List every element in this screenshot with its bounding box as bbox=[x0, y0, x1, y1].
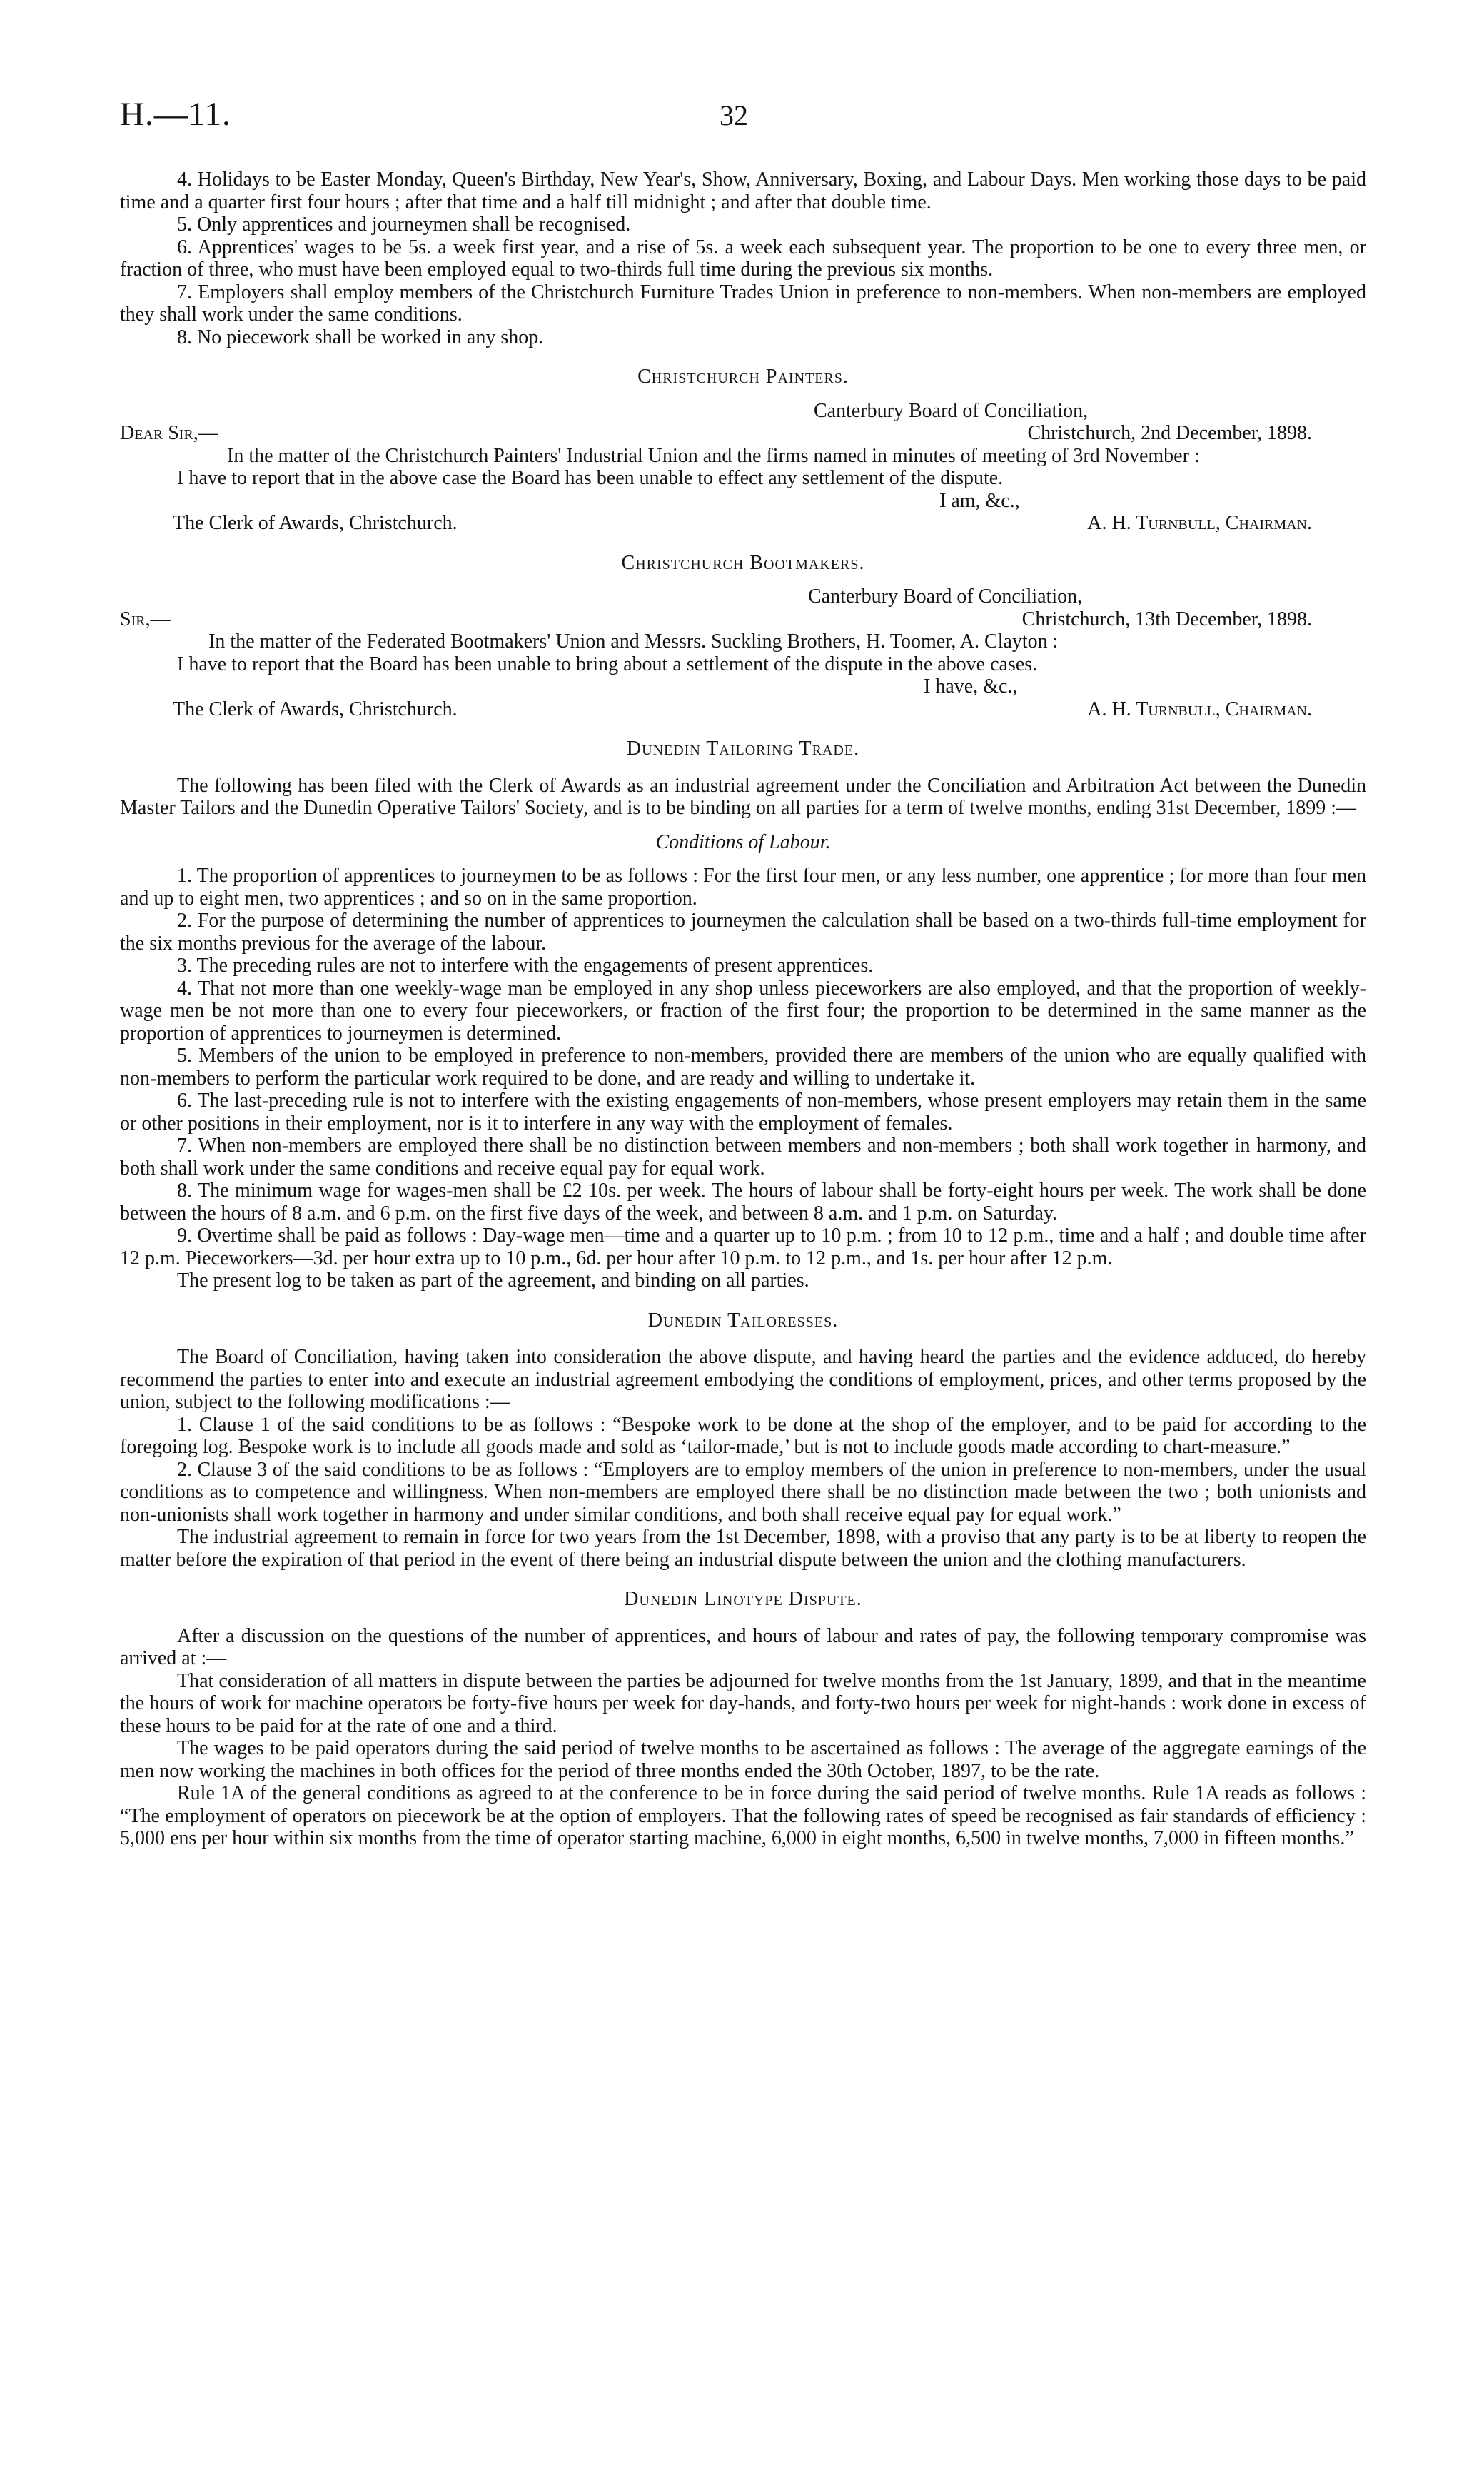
paragraph: The Board of Conciliation, having taken into consideration the above dispute, and having heard the parties and the evidence adduced, do hereby recommend the parties to enter into and execute an industrial agreement embodying the conditions of employment, prices, and other terms proposed by the union, subject to the following modifications :— bbox=[120, 1346, 1366, 1413]
matter-text: In the matter of the Christchurch Painters' Industrial Union and the firms named in minutes of meeting of 3rd November : bbox=[227, 444, 1200, 467]
paragraph: After a discussion on the questions of the number of apprentices, and hours of labour and rates of pay, the following temporary compromise was arrived at :— bbox=[120, 1624, 1366, 1669]
matter-text: In the matter of the Federated Bootmakers' Union and Messrs. Suckling Brothers, H. Toomer, A. Clayton : bbox=[208, 630, 1059, 653]
salutation: Sir,— bbox=[120, 608, 171, 630]
signature-line bbox=[120, 512, 1366, 535]
furniture-rule: 4. Holidays to be Easter Monday, Queen's Birthday, New Year's, Show, Anniversary, Boxing, and Labour Days. Men working those days to be paid time and a quarter first four hours ; after that time and a half till midnight ; and after that double time. bbox=[120, 169, 1366, 213]
paragraph: 1. Clause 1 of the said conditions to be as follows : “Bespoke work to be done at the shop of the employer, and to be paid for according to the foregoing log. Bespoke work is to include all goods made and sold as ‘tailor-made,’ but is not to include goods made according to chart-measure.” bbox=[120, 1413, 1366, 1458]
intro-paragraph: The following has been filed with the Clerk of Awards as an industrial agreement under the Conciliation and Arbitration Act between the Dunedin Master Tailors and the Dunedin Operative Tailors' Society, and is to be binding on all parties for a term of twelve months, ending 31st December, 1899 :— bbox=[120, 774, 1366, 819]
subheading: Conditions of Labour. bbox=[655, 830, 831, 853]
closing: I am, &c., bbox=[939, 489, 1020, 512]
salutation-line bbox=[120, 422, 1366, 445]
place-date: Christchurch, 2nd December, 1898. bbox=[1027, 422, 1312, 444]
condition-item: 1. The proportion of apprentices to journeymen to be as follows : For the first four men, or any less number, one apprentice ; for more than four men and up to eight men, two apprentices ; and so on in the same proportion. bbox=[120, 865, 1366, 910]
paragraph: That consideration of all matters in dispute between the parties be adjourned for twelve months from the 1st January, 1899, and that in the meantime the hours of work for machine operators be forty-five hours per week for day-hands, and forty-two hours per week for night-hands : work done in excess of these hours to be paid for at the rate of one and a third. bbox=[120, 1669, 1366, 1737]
signatory: A. H. Turnbull, Chairman. bbox=[1087, 512, 1312, 534]
condition-item: 8. The minimum wage for wages-men shall be £2 10s. per week. The hours of labour shall be forty-eight hours per week. The work shall be done between the hours of 8 a.m. and 6 p.m. on the first five days of the week, and between 8 a.m. and 1 p.m. on Saturday. bbox=[120, 1180, 1366, 1225]
tailoresses-section bbox=[120, 1309, 1366, 1572]
condition-item: 9. Overtime shall be paid as follows : Day-wage men—time and a quarter up to 10 p.m. ; from 10 to 12 p.m., time and a half ; and double time after 12 p.m. Pieceworkers—3d. per hour extra up to 10 p.m., 6d. per hour after 10 p.m. to 12 p.m., and 1s. per hour after 12 p.m. bbox=[120, 1225, 1366, 1269]
paragraph: The industrial agreement to remain in force for two years from the 1st December, 1898, with a proviso that any party is to be at liberty to reopen the matter before the expiration of that period in the event of there being an industrial dispute between the union and the clothing manufacturers. bbox=[120, 1526, 1366, 1571]
report-code: H.—11. bbox=[120, 96, 231, 133]
section-heading: Dunedin Tailoring Trade. bbox=[626, 738, 860, 760]
addressee: The Clerk of Awards, Christchurch. bbox=[173, 698, 458, 720]
furniture-rule: 7. Employers shall employ members of the Christchurch Furniture Trades Union in preference to non-members. When non-members are employed they shall work under the same conditions. bbox=[120, 281, 1366, 326]
paragraph: The wages to be paid operators during the said period of twelve months to be ascertained as follows : The average of the aggregate earnings of the men now working the machines in both offices for the period of three months ended the 30th October, 1897, to be the rate. bbox=[120, 1737, 1366, 1782]
furniture-rule: 5. Only apprentices and journeymen shall be recognised. bbox=[177, 213, 631, 236]
painters-section bbox=[120, 366, 1366, 535]
condition-item: 6. The last-preceding rule is not to interfere with the existing engagements of non-members, whose present employers may retain them in the same or other positions in their employment, nor is it to interfere in any way with the employment of females. bbox=[120, 1090, 1366, 1135]
place-date: Christchurch, 13th December, 1898. bbox=[1021, 608, 1312, 630]
condition-item: 5. Members of the union to be employed in preference to non-members, provided there are members of the union who are equally qualified with non-members to perform the particular work required to be done, and are ready and willing to undertake it. bbox=[120, 1045, 1366, 1090]
board-name: Canterbury Board of Conciliation, bbox=[808, 585, 1083, 608]
signatory: A. H. Turnbull, Chairman. bbox=[1087, 698, 1312, 720]
condition-item: 3. The preceding rules are not to interfere with the engagements of present apprentices. bbox=[177, 955, 874, 977]
bootmakers-section bbox=[120, 552, 1366, 721]
furniture-rule: 6. Apprentices' wages to be 5s. a week first year, and a rise of 5s. a week each subsequent year. The proportion to be one to every three men, or fraction of three, who must have been employed equal to two-thirds full time during the previous six months. bbox=[120, 236, 1366, 281]
board-name: Canterbury Board of Conciliation, bbox=[814, 399, 1089, 422]
report-text: I have to report that in the above case the Board has been unable to effect any settlement of the dispute. bbox=[177, 467, 1004, 489]
section-heading: Dunedin Linotype Dispute. bbox=[624, 1588, 862, 1610]
section-heading: Dunedin Tailoresses. bbox=[647, 1309, 839, 1332]
condition-item: The present log to be taken as part of the agreement, and binding on all parties. bbox=[177, 1269, 809, 1292]
addressee: The Clerk of Awards, Christchurch. bbox=[173, 512, 458, 534]
page-number: 32 bbox=[720, 99, 748, 131]
document-body bbox=[120, 169, 1366, 1850]
signature-line bbox=[120, 698, 1366, 721]
closing: I have, &c., bbox=[924, 675, 1018, 698]
section-heading: Christchurch Painters. bbox=[637, 366, 849, 388]
furniture-rules-section bbox=[120, 169, 1366, 348]
section-heading: Christchurch Bootmakers. bbox=[621, 551, 865, 574]
paragraph: Rule 1A of the general conditions as agreed to at the conference to be in force during the said period of twelve months. Rule 1A reads as follows : “The employment of operators on piecework be at the option of employers. That the following rates of speed be recognised as fair standards of efficiency : 5,000 ens per hour within six months from the time of operator starting machine, 6,000 in eight months, 6,500 in twelve months, 7,000 in fifteen months.” bbox=[120, 1782, 1366, 1849]
linotype-section bbox=[120, 1588, 1366, 1850]
condition-item: 7. When non-members are employed there shall be no distinction between members and non-members ; both shall work together in harmony, and both shall work under the same conditions and receive equal pay for equal work. bbox=[120, 1135, 1366, 1180]
salutation: Dear Sir,— bbox=[120, 422, 218, 444]
salutation-line bbox=[120, 608, 1366, 631]
report-text: I have to report that the Board has been unable to bring about a settlement of the dispute in the above cases. bbox=[177, 653, 1038, 675]
paragraph: 2. Clause 3 of the said conditions to be as follows : “Employers are to employ members of the union in preference to non-members, under the usual conditions as to competence and willingness. When non-members are employed there shall be no distinction made between the two ; both unionists and non-unionists shall work together in harmony and under similar conditions, and both shall receive equal pay for equal work.” bbox=[120, 1458, 1366, 1526]
tailoring-section bbox=[120, 738, 1366, 1292]
condition-item: 2. For the purpose of determining the number of apprentices to journeymen the calculation shall be based on a two-thirds full-time employment for the six months previous for the average of the labour. bbox=[120, 910, 1366, 955]
condition-item: 4. That not more than one weekly-wage man be employed in any shop unless pieceworkers are also employed, and that the proportion of weekly-wage men be not more than one to every four pieceworkers, or fraction of the first four; the proportion to be determined in the same manner as the proportion of apprentices to journeymen is determined. bbox=[120, 977, 1366, 1045]
furniture-rule: 8. No piecework shall be worked in any shop. bbox=[177, 326, 544, 348]
